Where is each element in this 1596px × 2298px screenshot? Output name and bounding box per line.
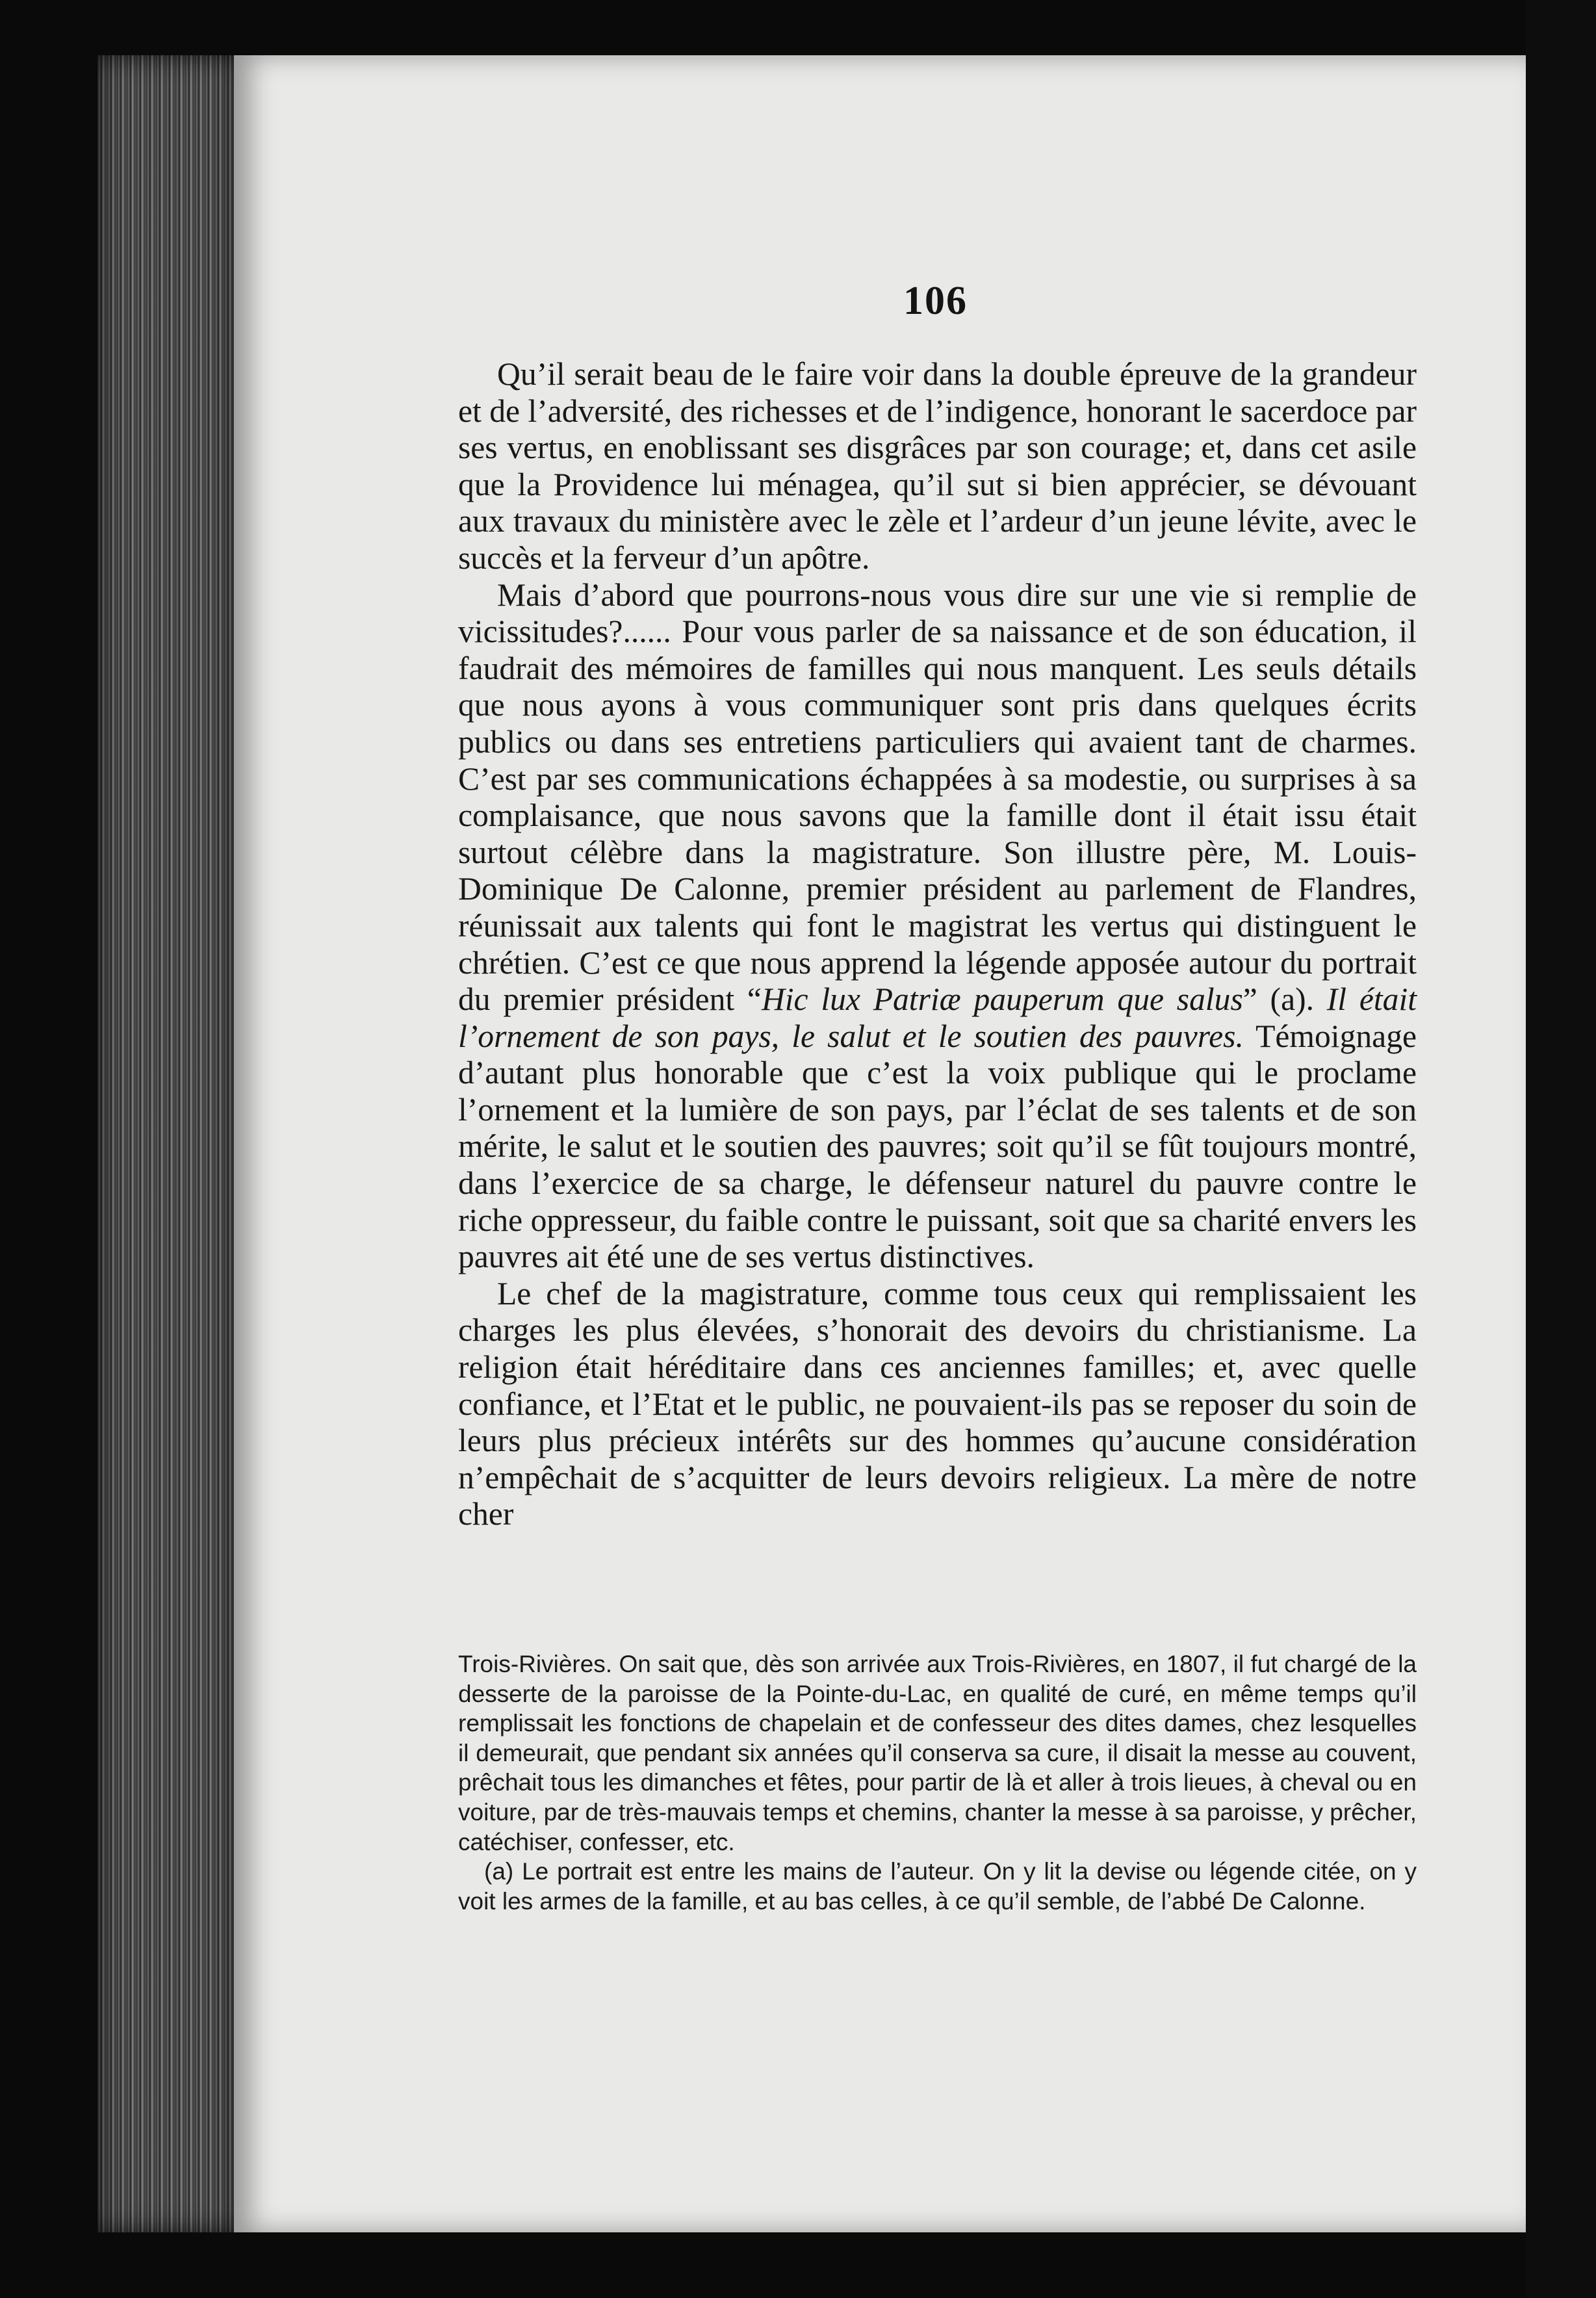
paragraph-2-text: Mais d’abord que pourrons-nous vous dire sur une vie si remplie de vicissitudes?...... Pour vous parler de sa naissance et de son éducation, il faudrait des mémoires de familles qui nous manquent. Les seuls détails que nous ayons à vous communiquer sont pris dans quelques écrits publics ou dans ses entretiens particuliers qui avaient tant de charmes. C’est par ses communications échappées à sa modestie, ou surprises à sa complaisance, que nous savons que la famille dont il était issu était surtout célèbre dans la magistrature. Son illustre père, M. Louis-Dominique De Calonne, premier président au parlement de Flandres, réunissait aux talents qui font le magistrat les vertus qui distinguent le chrétien. C’est ce que nous apprend la légende apposée autour du portrait du premier président “ [458, 576, 1417, 1018]
latin-motto: Hic lux Patriæ pauperum que salus [761, 981, 1243, 1018]
motto-translation: Il était l’ornement de son pays, le salut et le soutien des pauvres. [458, 981, 1417, 1054]
footnote-ref-a: ” (a). [1242, 981, 1327, 1018]
paragraph-1: Qu’il serait beau de le faire voir dans la double épreuve de la grandeur et de l’adversité, des richesses et de l’indigence, honorant le sacerdoce par ses vertus, en enoblissant ses disgrâces par son courage; et, dans cet asile que la Providence lui ménagea, qu’il sut si bien apprécier, se dévouant aux travaux du ministère avec le zèle et l’ardeur d’un jeune lévite, avec le succès et la ferveur d’un apôtre. [458, 356, 1417, 576]
paragraph-2-continuation: Témoignage d’autant plus honorable que c’est la voix publique qui le proclame l’ornement et la lumière de son pays, par l’éclat de ses talents et de son mérite, le salut et le soutien des pauvres; soit qu’il se fût toujours montré, dans l’exercice de sa charge, le défenseur naturel du pauvre contre le riche oppresseur, du faible contre le puissant, soit que sa charité envers les pauvres ait été une de ses vertus distinctives. [458, 1018, 1417, 1275]
book-page-edges [97, 55, 237, 2232]
main-text [458, 356, 1417, 1533]
page-number: 106 [903, 279, 968, 323]
footnote-continued: Trois-Rivières. On sait que, dès son arrivée aux Trois-Rivières, en 1807, il fut chargé de la desserte de la paroisse de la Pointe-du-Lac, en qualité de curé, en même temps qu’il remplissait les fonctions de chapelain et de confesseur des dites dames, chez lesquelles il demeurait, que pendant six années qu’il conserva sa cure, il disait la messe au couvent, prêchait tous les dimanches et fêtes, pour partir de là et aller à trois lieues, à cheval ou en voiture, par de très-mauvais temps et chemins, chanter la messe à sa paroisse, y prêcher, catéchiser, confesser, etc. [458, 1651, 1417, 1855]
paragraph-2 [458, 577, 1417, 1276]
footnotes [458, 1649, 1417, 1916]
scan-right-border [1526, 0, 1596, 2298]
footnote-a [458, 1857, 1417, 1916]
footnote-a-marker: (a) [484, 1858, 514, 1885]
paragraph-3: Le chef de la magistrature, comme tous ceux qui remplissaient les charges les plus élevées, s’honorait des devoirs du christianisme. La religion était héréditaire dans ces anciennes familles; et, avec quelle confiance, et l’Etat et le public, ne pouvaient-ils pas se reposer du soin de leurs plus précieux intérêts sur des hommes qu’aucune considération n’empêchait de s’acquitter de leurs devoirs religieux. La mère de notre cher [458, 1275, 1417, 1532]
footnote-a-text: Le portrait est entre les mains de l’auteur. On y lit la devise ou légende citée, on y voit les armes de la famille, et au bas celles, à ce qu’il semble, de l’abbé De Calonne. [458, 1858, 1417, 1915]
